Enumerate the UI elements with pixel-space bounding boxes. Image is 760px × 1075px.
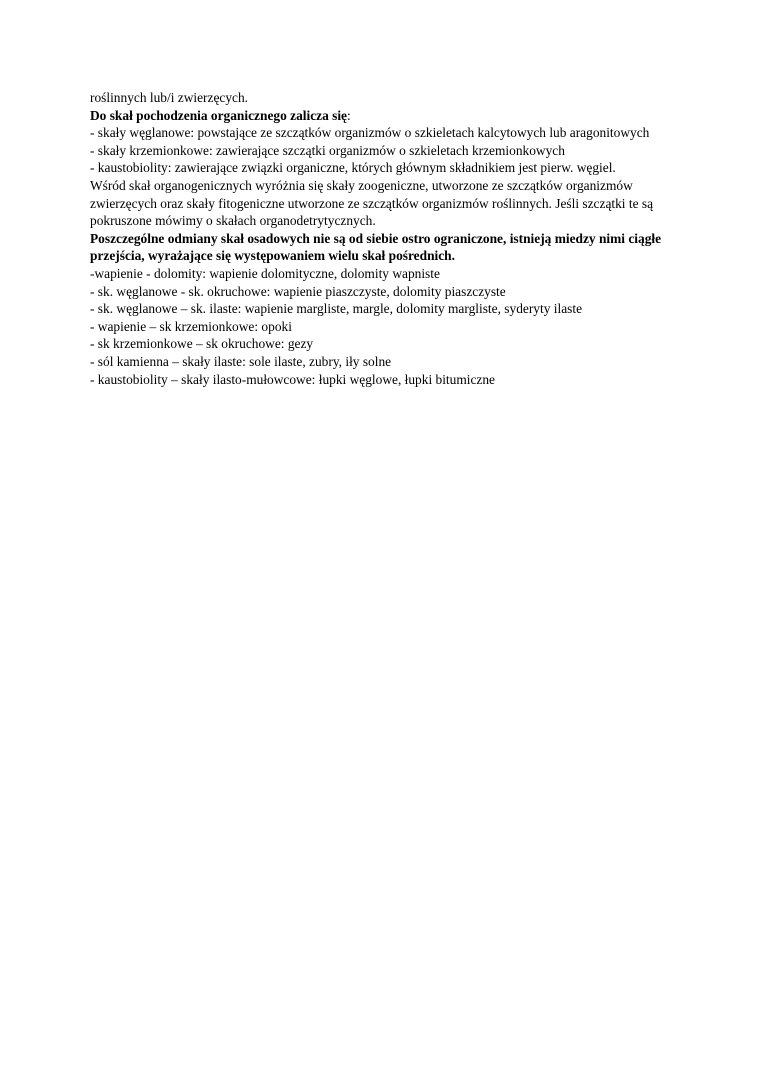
transition-item: - sk krzemionkowe – sk okruchowe: gezy [90, 336, 314, 352]
transition-item: - kaustobiolity – skały ilasto-mułowcowe: łupki węglowe, łupki bitumiczne [90, 371, 496, 387]
transition-item: - sól kamienna – skały ilaste: sole ilaste, zubry, iły solne [90, 353, 392, 369]
organic-item-carbonate: - skały węglanowe: powstające ze szczątków organizmów o szkieletach kalcytowych lub aragonitowych [90, 125, 650, 141]
organic-heading [90, 107, 680, 125]
transition-item: - wapienie – sk krzemionkowe: opoki [90, 318, 292, 334]
organic-item-caustobioliths: - kaustobiolity: zawierające związki organiczne, których głównym składnikiem jest pierw. węgiel. [90, 160, 616, 176]
organogenic-paragraph: Wśród skał organogenicznych wyróżnia się skały zoogeniczne, utworzone ze szczątków organizmów zwierzęcych oraz skały fitogeniczne utworzone ze szczątków organizmów roślinnych. Jeśli szczątki te są pokruszone mówimy o skałach organodetrytycznych. [90, 177, 654, 229]
organic-heading-colon: : [347, 107, 351, 123]
organic-heading-bold: Do skał pochodzenia organicznego zalicza się [90, 107, 348, 123]
transition-statement: Poszczególne odmiany skał osadowych nie są od siebie ostro ograniczone, istnieją miedzy nimi ciągłe przejścia, wyrażające się występowaniem wielu skał pośrednich. [90, 230, 662, 264]
intro-fragment: roślinnych lub/i zwierzęcych. [90, 90, 249, 105]
transition-item: -wapienie - dolomity: wapienie dolomityczne, dolomity wapniste [90, 265, 440, 281]
transition-item: - sk. węglanowe - sk. okruchowe: wapienie piaszczyste, dolomity piaszczyste [90, 283, 506, 299]
document-body [90, 89, 680, 388]
organic-item-siliceous: - skały krzemionkowe: zawierające szczątki organizmów o szkieletach krzemionkowych [90, 142, 565, 158]
transition-item: - sk. węglanowe – sk. ilaste: wapienie margliste, margle, dolomity margliste, syderyty ilaste [90, 301, 583, 317]
